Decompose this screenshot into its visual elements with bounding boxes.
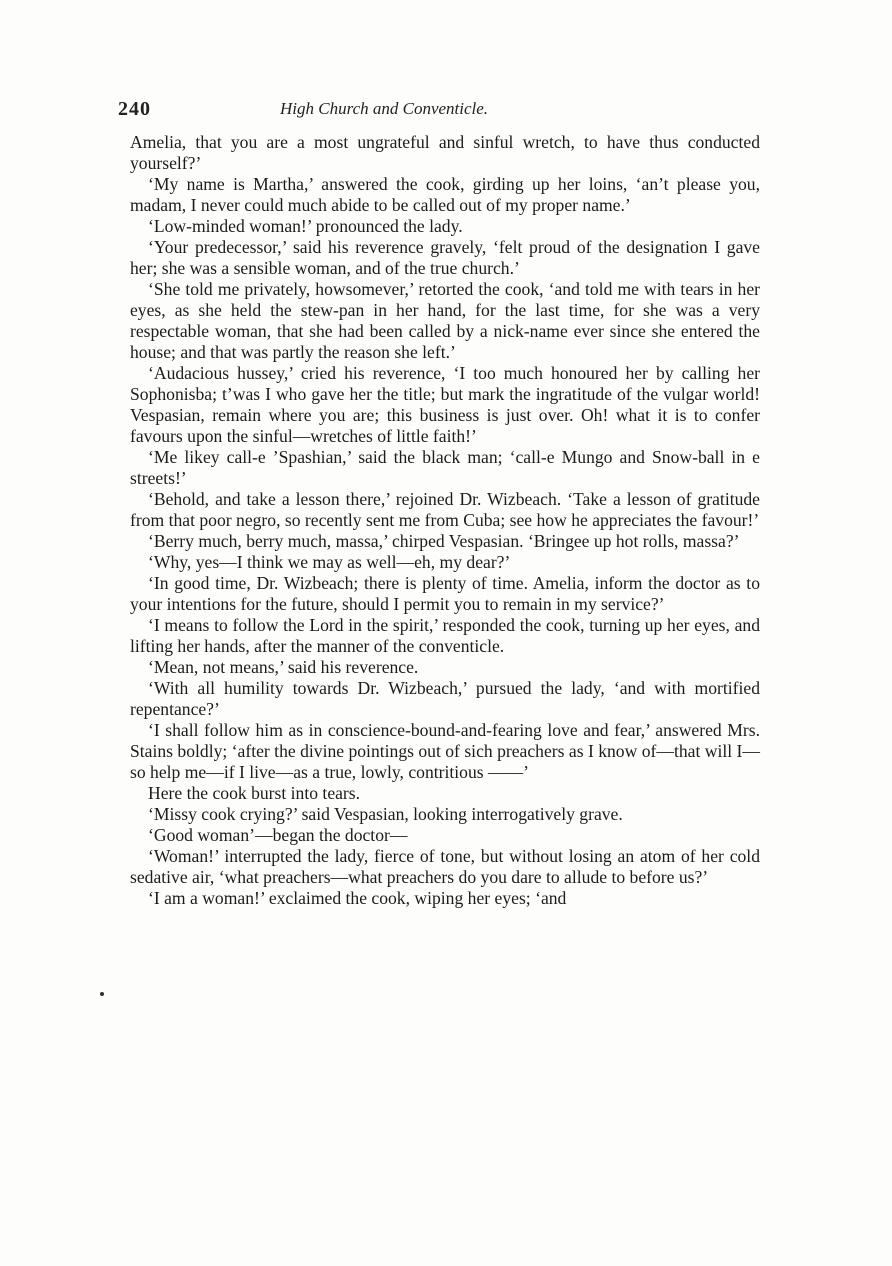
paragraph: ‘Mean, not means,’ said his reverence. <box>148 657 419 677</box>
running-head: High Church and Conventicle. <box>280 99 489 118</box>
paragraph: ‘Audacious hussey,’ cried his reverence, ‘I too much honoured her by calling her Sophonisba; t’was I who gave her the title; but mark the ingratitude of the vulgar world! Vespasian, remain where you are; this business is just over. Oh! what it is to confer favours upon the sinful—wretches of little faith!’ <box>130 363 760 446</box>
paragraph: ‘Why, yes—I think we may as well—eh, my dear?’ <box>148 552 511 572</box>
paragraph: ‘She told me privately, howsomever,’ retorted the cook, ‘and told me with tears in her eyes, as she held the stew-pan in her hand, for the last time, for she was a very respectable woman, that she had been called by a nick-name ever since she entered the house; and that was partly the reason she left.’ <box>130 279 760 362</box>
paragraph: ‘Woman!’ interrupted the lady, fierce of tone, but without losing an atom of her cold sedative air, ‘what preachers—what preachers do you dare to allude to before us?’ <box>130 846 760 887</box>
body-text <box>130 132 760 909</box>
page-header <box>118 98 768 124</box>
paragraph: ‘I means to follow the Lord in the spirit,’ responded the cook, turning up her eyes, and lifting her hands, after the manner of the conventicle. <box>130 615 760 656</box>
paragraph: ‘I am a woman!’ exclaimed the cook, wiping her eyes; ‘and <box>148 888 567 908</box>
paragraph: ‘I shall follow him as in conscience-bound-and-fearing love and fear,’ answered Mrs. Stains boldly; ‘after the divine pointings out of sich preachers as I know of—that will I—so help me—if I live—as a true, lowly, contritious ——’ <box>130 720 760 782</box>
paragraph: ‘With all humility towards Dr. Wizbeach,’ pursued the lady, ‘and with mortified repentance?’ <box>130 678 760 719</box>
paragraph: ‘Low-minded woman!’ pronounced the lady. <box>148 216 463 236</box>
paragraph: ‘Behold, and take a lesson there,’ rejoined Dr. Wizbeach. ‘Take a lesson of gratitude from that poor negro, so recently sent me from Cuba; see how he appreciates the favour!’ <box>130 489 760 530</box>
paragraph: ‘My name is Martha,’ answered the cook, girding up her loins, ‘an’t please you, madam, I never could much abide to be called out of my proper name.’ <box>130 174 760 215</box>
paragraph: ‘Your predecessor,’ said his reverence gravely, ‘felt proud of the designation I gave her; she was a sensible woman, and of the true church.’ <box>130 237 760 278</box>
paragraph: ‘In good time, Dr. Wizbeach; there is plenty of time. Amelia, inform the doctor as to your intentions for the future, should I permit you to remain in my service?’ <box>130 573 760 614</box>
margin-ink-dot <box>100 992 104 996</box>
page-number: 240 <box>118 98 151 120</box>
paragraph: ‘Me likey call-e ’Spashian,’ said the black man; ‘call-e Mungo and Snow-ball in e streets!’ <box>130 447 760 488</box>
paragraph: ‘Good woman’—began the doctor— <box>148 825 408 845</box>
paragraph: Here the cook burst into tears. <box>148 783 361 803</box>
paragraph: ‘Berry much, berry much, massa,’ chirped Vespasian. ‘Bringee up hot rolls, massa?’ <box>148 531 740 551</box>
paragraph: ‘Missy cook crying?’ said Vespasian, looking interrogatively grave. <box>148 804 623 824</box>
paragraph: Amelia, that you are a most ungrateful and sinful wretch, to have thus conducted yourself?’ <box>130 132 760 173</box>
